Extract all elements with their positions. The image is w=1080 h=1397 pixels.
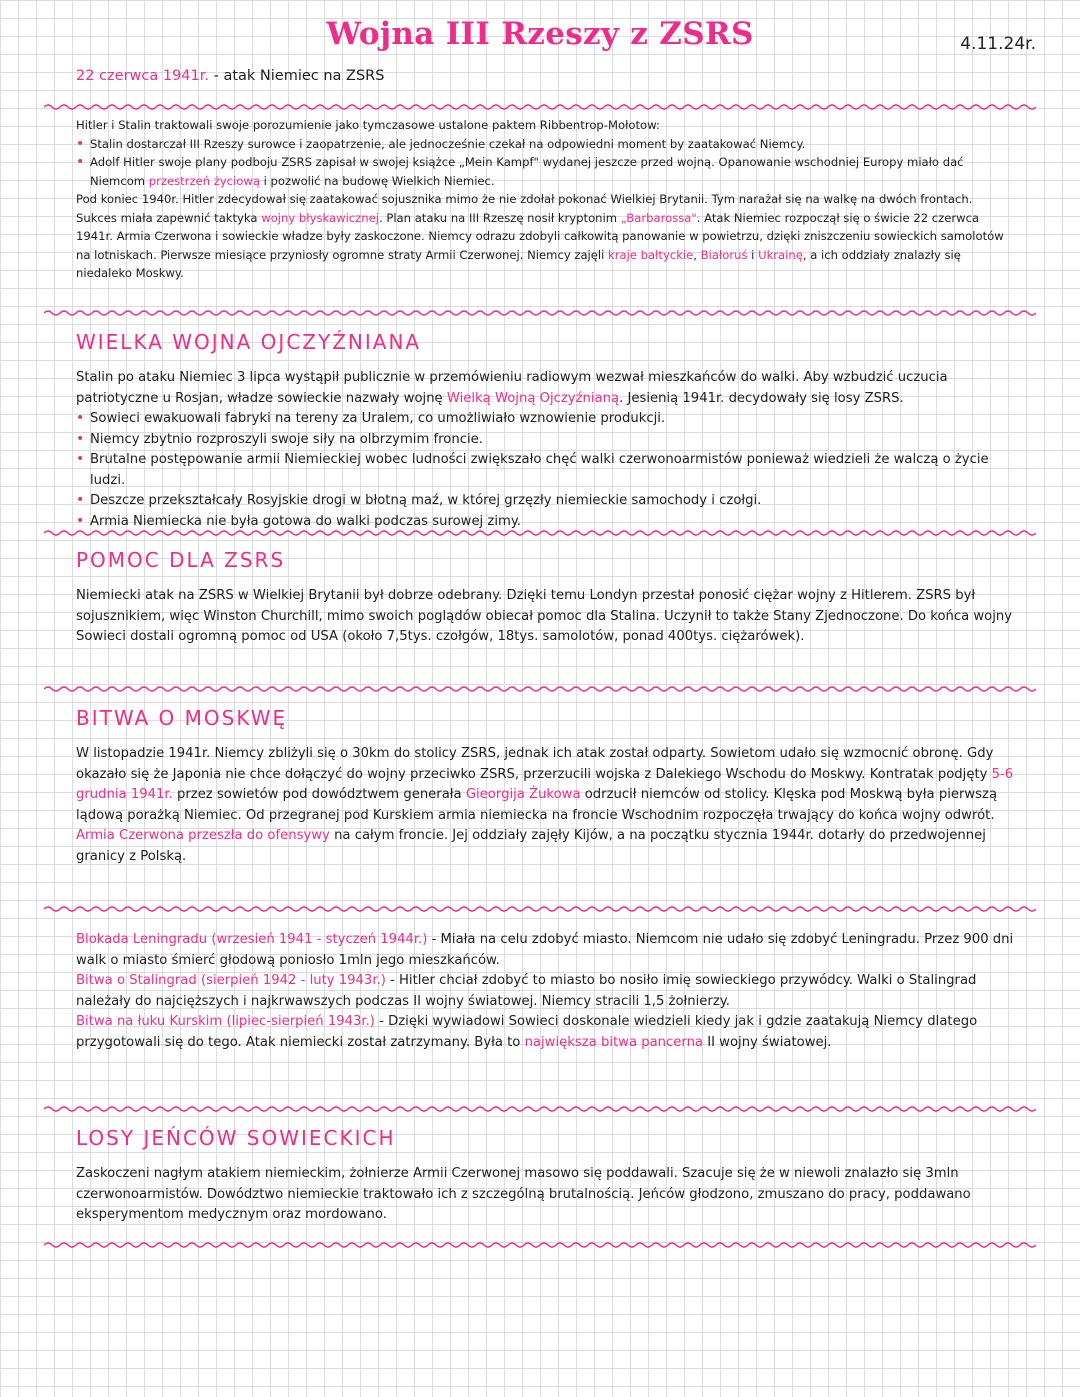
wavy-divider [44, 904, 1036, 914]
battle-text: - Miała na celu zdobyć miasto. Niemcom nie udało się zdobyć Leningradu. Przez 900 dni walk o miasto śmierć głodową poniosło 1mln jego mieszkańców. [76, 932, 1014, 968]
paragraph-text: . Jesienią 1941r. decydowały się losy ZSRS. [619, 390, 904, 406]
list-item: • Stalin dostarczał III Rzeszy surowce i zaopatrzenie, ale jednocześnie czekał na odpowiedni moment by zaatakować Niemcy. [76, 135, 1016, 154]
page-title: Wojna III Rzeszy z ZSRS [326, 16, 754, 52]
paragraph-text: i [747, 247, 759, 262]
wavy-divider [44, 1104, 1036, 1114]
list-item: • Sowieci ewakuowali fabryki na tereny za Uralem, co umożliwiało wznowienie produkcji. [76, 409, 1016, 430]
battle-text-tail: II wojny światowej. [703, 1034, 832, 1050]
battle-entry [76, 971, 1016, 1012]
highlight-text: wojny błyskawicznej [261, 210, 379, 225]
section-aid [76, 548, 1016, 648]
paragraph-text: Pod koniec 1940r. Hitler zdecydował się zaatakować sojusznika mimo że nie zdołał pokonać Wielkiej Brytanii. Tym narażał się na walkę na dwóch frontach. Sukces miała zapewnić taktyka [76, 192, 973, 225]
list-item: • Niemcy zbytnio rozproszyli swoje siły na olbrzymim froncie. [76, 430, 1016, 451]
section-moscow [76, 706, 1016, 867]
paragraph-text: odrzucił niemców od stolicy. Klęska pod Moskwą była pierwszą lądową porażką Niemiec. Od przegranej pod Kurskiem armia niemiecka na froncie Wschodnim rozpoczęła trwający do końca wojny odwrót. [76, 787, 998, 823]
highlight-text: największa bitwa pancerna [524, 1034, 704, 1050]
wavy-divider [44, 528, 1036, 538]
highlight-text: Ukrainę [758, 247, 803, 262]
paragraph-text: . Plan ataku na III Rzeszę nosił kryptonim [378, 210, 621, 225]
wavy-divider [44, 1240, 1036, 1250]
battle-entry [76, 1012, 1016, 1053]
wavy-divider [44, 684, 1036, 694]
intro-text: - atak Niemiec na ZSRS [209, 68, 385, 84]
section-paragraph: Niemiecki atak na ZSRS w Wielkiej Brytanii był dobrze odebrany. Dzięki temu Londyn przestał ponosić ciężar wojny z Hitlerem. ZSRS był sojusznikiem, więc Winston Churchill, mimo swoich poglądów obiecał pomoc dla Stalina. Uczynił to także Stany Zjednoczone. Do końca wojny Sowieci dostali ogromną pomoc od USA (około 7,5tys. czołgów, 18tys. samolotów, ponad 400tys. ciężarówek). [76, 588, 1013, 644]
intro-line [76, 68, 384, 84]
highlight-text: Gieorgija Żukowa [465, 787, 581, 802]
section-heading: WIELKA WOJNA OJCZYŹNIANA [76, 330, 422, 354]
section-paragraph [76, 368, 1016, 409]
bullet-text-tail: i pozwolić na budowę Wielkich Niemiec. [259, 173, 495, 188]
page-date: 4.11.24r. [960, 34, 1036, 54]
highlight-text: Armia Czerwona przeszła do ofensywy [76, 828, 330, 843]
list-item: • Deszcze przekształcały Rosyjskie drogi w błotną maź, w której grzęzły niemieckie samochody i czołgi. [76, 491, 1016, 512]
section-paragraph [76, 744, 1016, 867]
highlight-text: „Barbarossa" [620, 210, 697, 225]
list-item: • Brutalne postępowanie armii Niemieckiej wobec ludności zwiększało chęć walki czerwonoarmistów ponieważ wiedzieli że walczą o życie ludzi. [76, 450, 1016, 491]
wavy-divider [44, 102, 1036, 112]
paragraph-text: na całym froncie. Jej oddziały zajęły Kijów, a na początku stycznia 1944r. dotarły do przedwojennej granicy z Polską. [76, 828, 986, 864]
paragraph-text: W listopadzie 1941r. Niemcy zbliżyli się o 30km do stolicy ZSRS, jednak ich atak został odparty. Sowietom udało się wzmocnić obronę. Gdy okazało się że Japonia nie chce dołączyć do wojny przeciwko ZSRS, przerzucili wojska z Dalekiego Wschodu do Moskwy. Kontratak podjęty [76, 746, 994, 782]
battle-name: Bitwa o Stalingrad (sierpień 1942 - luty 1943r.) [76, 973, 386, 988]
list-item [76, 153, 1016, 190]
section-heading: LOSY JEŃCÓW SOWIECKICH [76, 1126, 396, 1150]
section-battles [76, 930, 1016, 1053]
highlight-text: Białoruś [700, 247, 748, 262]
highlight-text: przestrzeń życiową [148, 173, 260, 188]
patriotic-bullets [76, 409, 1016, 532]
paragraph-text: , [693, 247, 701, 262]
paragraph-text: Stalin po ataku Niemiec 3 lipca wystąpił publicznie w przemówieniu radiowym wezwał mieszkańców do walki. Aby wzbudzić uczucia patriotyczne u Rosjan, władze sowieckie nazwały wojnę [76, 370, 948, 406]
section-patriotic-war [76, 330, 1016, 532]
background-lead: Hitler i Stalin traktowali swoje porozumienie jako tymczasowe ustalone paktem Ribbentrop-Mołotow: [76, 118, 660, 132]
battle-name: Bitwa na łuku Kurskim (lipiec-sierpień 1943r.) [76, 1014, 375, 1029]
background-paragraph [76, 190, 1016, 283]
wavy-divider [44, 308, 1036, 318]
background-bullets [76, 135, 1016, 191]
battle-name: Blokada Leningradu (wrzesień 1941 - styczeń 1944r.) [76, 932, 428, 947]
background-section [76, 116, 1016, 283]
paragraph-text: . Atak Niemiec rozpoczął się o świcie 22 czerwca 1941r. Armia Czerwona i sowieckie władze były zaskoczone. Niemcy odrazu zdobyli całkowitą panowanie w powietrzu, dzięki zniszczeniu sowieckich samolotów na lotniskach. Pierwsze miesiące przyniosły ogromne straty Armii Czerwonej. Niemcy zajęli [76, 210, 1004, 262]
section-heading: POMOC DLA ZSRS [76, 548, 286, 572]
section-pows [76, 1126, 1016, 1226]
battle-text: - Hitler chciał zdobyć to miasto bo nosiło imię sowieckiego przywódcy. Walki o Stalingrad należały do najcięższych i najkrwawszych podczas II wojny światowej. Niemcy stracili 1,5 żołnierzy. [76, 973, 977, 1009]
highlight-text: kraje bałtyckie [608, 247, 694, 262]
intro-date: 22 czerwca 1941r. [76, 68, 209, 84]
battle-entry [76, 930, 1016, 971]
highlight-text: 5-6 grudnia 1941r. [76, 766, 1014, 802]
paragraph-text: , a ich oddziały znalazły się niedaleko Moskwy. [76, 247, 961, 280]
battle-text: - Dzięki wywiadowi Sowieci doskonale wiedzieli kiedy jak i gdzie zaatakują Niemcy dlatego przygotowali się do tego. Atak niemiecki został zatrzymany. Była to [76, 1014, 978, 1050]
section-paragraph: Zaskoczeni nagłym atakiem niemieckim, żołnierze Armii Czerwonej masowo się poddawali. Szacuje się że w niewoli znalazło się 3mln czerwonoarmistów. Dowództwo niemieckie traktowało ich z szczególną brutalnością. Jeńców głodzono, zmuszano do pracy, poddawano eksperymentom medycznym oraz mordowano. [76, 1166, 971, 1222]
list-item: • Armia Niemiecka nie była gotowa do walki podczas surowej zimy. [76, 512, 1016, 533]
bullet-text: Adolf Hitler swoje plany podboju ZSRS zapisał w swojej książce „Mein Kampf" wydanej jeszcze przed wojną. Opanowanie wschodniej Europy miało dać Niemcom [90, 155, 964, 188]
highlight-text: Wielką Wojną Ojczyźnianą [446, 390, 620, 406]
paragraph-text: przez sowietów pod dowództwem generała [172, 787, 466, 802]
section-heading: BITWA O MOSKWĘ [76, 706, 288, 730]
